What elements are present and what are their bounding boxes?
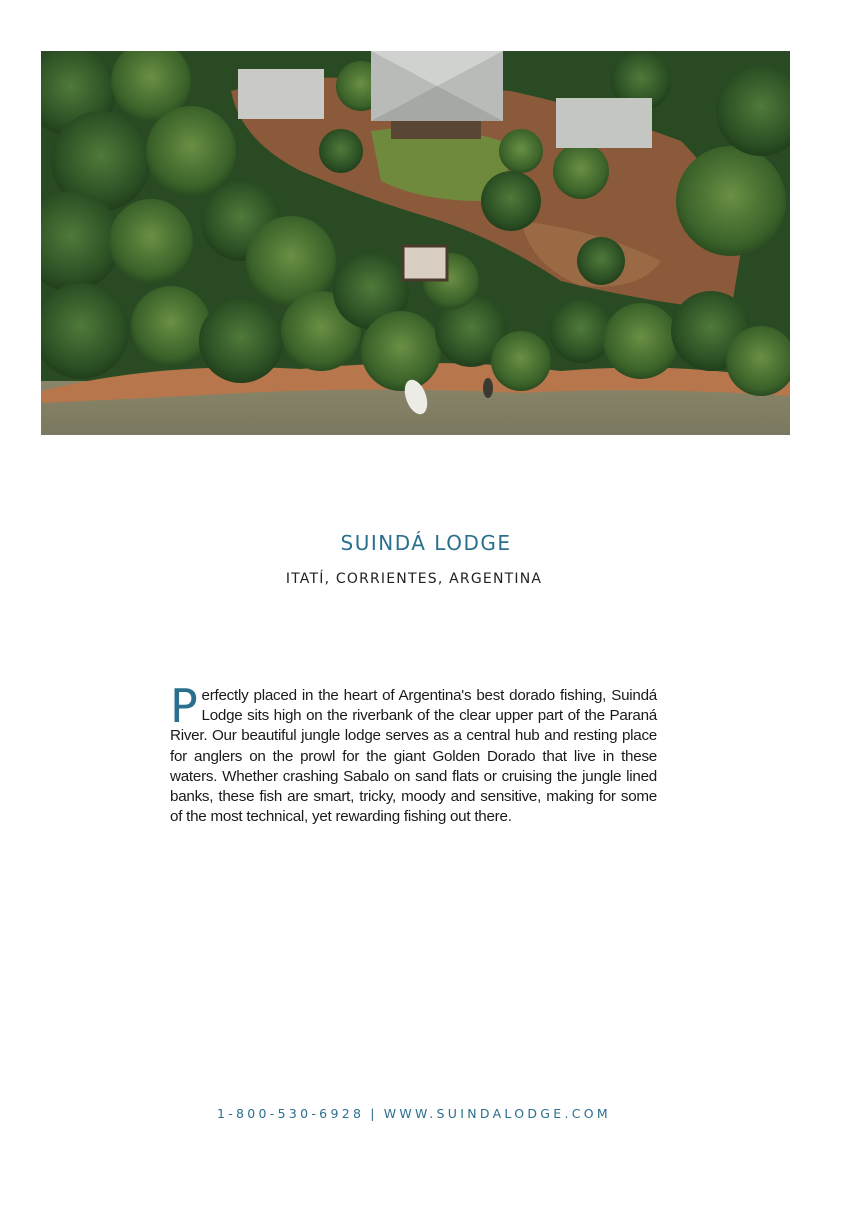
lodge-location: ITATÍ, CORRIENTES, ARGENTINA [285, 571, 543, 587]
drop-cap: P [170, 679, 198, 733]
footer-separator: | [370, 1106, 378, 1121]
hero-photo [41, 51, 790, 435]
description-text: erfectly placed in the heart of Argentina's best dorado fishing, Suindá Lodge sits high on the riverbank of the clear upper part of the Paraná River. Our beautiful jungle lodge serves as a central hub and resting place for anglers on the prowl for the giant Golden Dorado that live in these waters. Whether crashing Sabalo on sand flats or cruising the jungle lined banks, these fish are smart, tricky, moody and sensitive, making for some of the most technical, yet rewarding fishing out there. [170, 687, 657, 826]
lodge-name: SUINDÁ LODGE [340, 531, 512, 555]
aerial-jungle-lodge-photo-icon [41, 51, 790, 435]
footer-phone[interactable]: 1-800-530-6928 [216, 1106, 365, 1121]
lodge-description [170, 679, 657, 827]
footer-website-link[interactable]: WWW.SUINDALODGE.COM [383, 1106, 612, 1121]
footer-contact [0, 1106, 828, 1121]
